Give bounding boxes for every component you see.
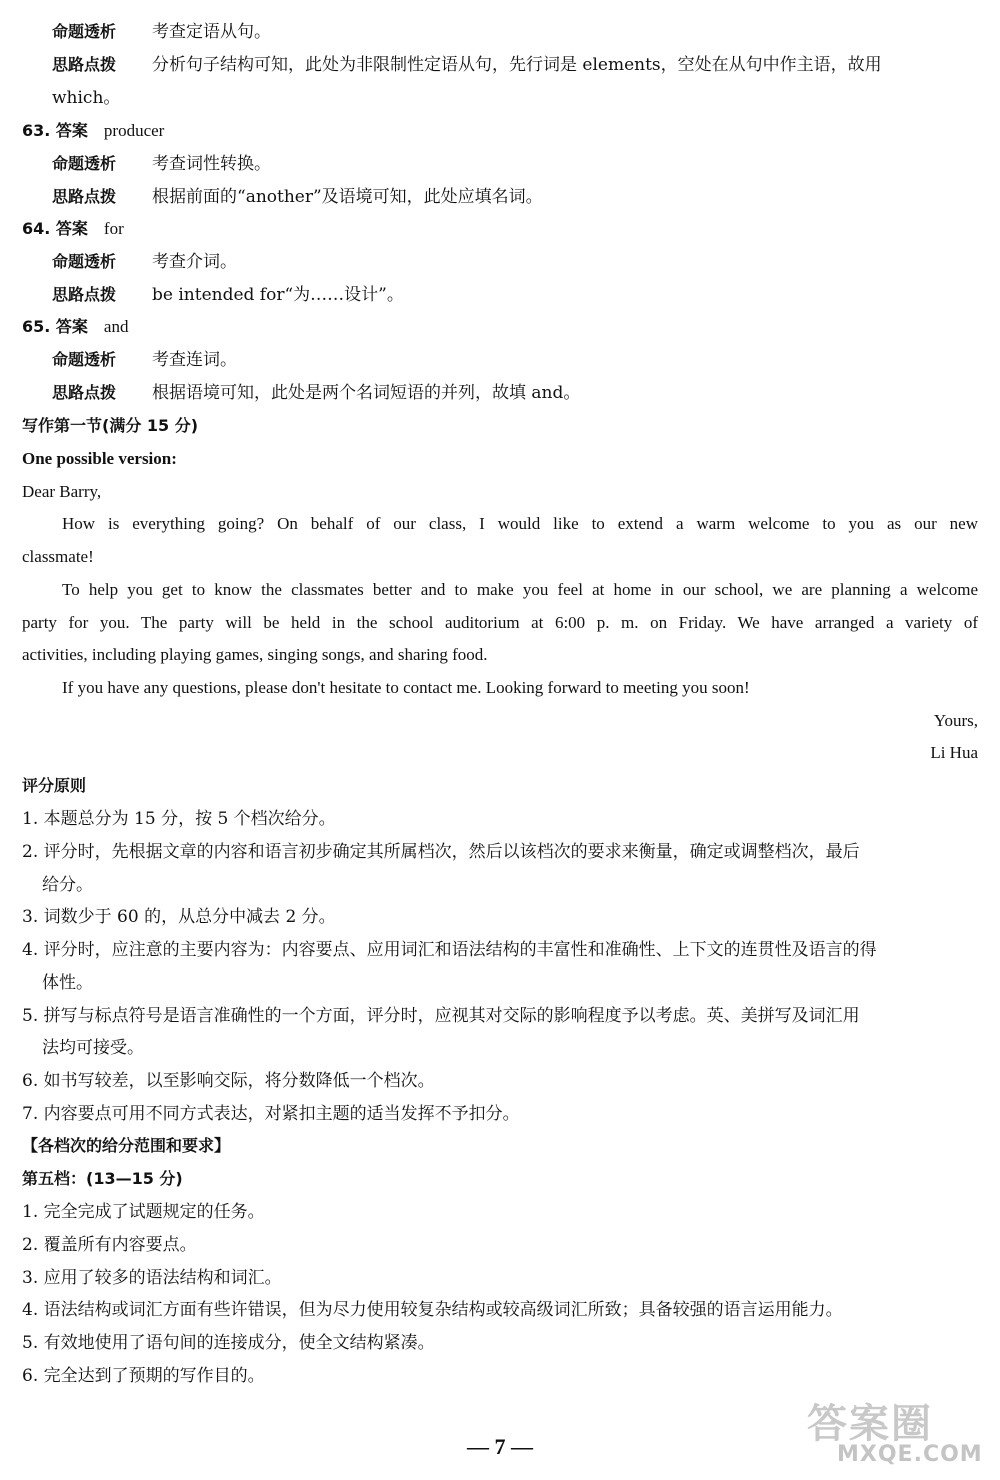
hint-text: 分析句子结构可知，此处为非限制性定语从句，先行词是 elements，空处在从句中作主语，故用 (152, 55, 882, 75)
grading-rule-6: 6. 如书写较差，以至影响交际，将分数降低一个档次。 (22, 1071, 435, 1091)
analysis-text: 考查介词。 (152, 252, 237, 272)
analysis-text: 考查定语从句。 (152, 22, 271, 42)
letter-p1-line2: classmate! (22, 547, 94, 566)
letter-p2-line3: activities, including playing games, singing songs, and sharing food. (22, 645, 488, 664)
hint-label: 思路点拨 (52, 55, 117, 74)
analysis-label: 命题透析 (52, 22, 117, 41)
answer-text: for (103, 219, 124, 238)
grading-rule-3: 3. 词数少于 60 的，从总分中减去 2 分。 (22, 907, 336, 927)
writing-section-title: 写作第一节(满分 15 分) (22, 416, 199, 435)
watermark-logo (801, 1392, 986, 1474)
item65-analysis (52, 348, 237, 372)
level5-title: 第五档：(13—15 分) (22, 1169, 183, 1188)
analysis-label: 命题透析 (52, 350, 117, 369)
item63-analysis (52, 152, 271, 176)
grading-rule-4: 4. 评分时，应注意的主要内容为：内容要点、应用词汇和语法结构的丰富性和准确性、上下文的连贯性及语言的得 (22, 940, 877, 960)
letter-signature: Li Hua (930, 743, 978, 762)
item63-hint (52, 185, 543, 209)
letter-closing: Yours, (933, 711, 978, 730)
hint-text: 根据语境可知，此处是两个名词短语的并列，故填 and。 (152, 383, 581, 403)
grading-rule-4-cont: 体性。 (42, 973, 93, 993)
level5-item-6: 6. 完全达到了预期的写作目的。 (22, 1366, 265, 1386)
item-number: 64. 答案 (22, 219, 88, 238)
item64-hint (52, 283, 404, 307)
grading-rule-2-cont: 给分。 (42, 875, 93, 895)
watermark-text-bottom: MXQE.COM (837, 1442, 983, 1467)
level5-item-4: 4. 语法结构或词汇方面有些许错误，但为尽力使用较复杂结构或较高级词汇所致；具备较强的语言运用能力。 (22, 1300, 843, 1320)
letter-p3-line1: If you have any questions, please don't hesitate to contact me. Looking forward to meeting you soon! (62, 678, 750, 697)
hint-label: 思路点拨 (52, 187, 117, 206)
watermark-text-top: 答案圈 (807, 1401, 933, 1447)
levels-title: 【各档次的给分范围和要求】 (22, 1136, 231, 1155)
grading-rule-1: 1. 本题总分为 15 分，按 5 个档次给分。 (22, 809, 336, 829)
grading-rule-5: 5. 拼写与标点符号是语言准确性的一个方面，评分时，应视其对交际的影响程度予以考虑。英、美拼写及词汇用 (22, 1006, 860, 1026)
answer-text: producer (103, 121, 165, 140)
hint-label: 思路点拨 (52, 285, 117, 304)
item62-hint-cont: which。 (52, 88, 121, 108)
item64-analysis (52, 250, 237, 274)
page-number: — 7 — (467, 1434, 533, 1459)
analysis-label: 命题透析 (52, 252, 117, 271)
letter-greeting: Dear Barry, (22, 482, 102, 501)
letter-p2-line1: To help you get to know the classmates better and to make you feel at home in our school, we are planning a welcome (62, 580, 978, 599)
analysis-label: 命题透析 (52, 154, 117, 173)
version-title: One possible version: (22, 449, 177, 468)
item62-analysis (52, 20, 271, 44)
item64-answer (22, 217, 124, 241)
item-number: 63. 答案 (22, 121, 88, 140)
item65-hint (52, 381, 580, 405)
item65-answer (22, 315, 128, 339)
level5-item-2: 2. 覆盖所有内容要点。 (22, 1235, 197, 1255)
item63-answer (22, 119, 164, 143)
grading-rule-2: 2. 评分时，先根据文章的内容和语言初步确定其所属档次，然后以该档次的要求来衡量，确定或调整档次，最后 (22, 842, 860, 862)
grading-title: 评分原则 (22, 776, 87, 795)
answer-text: and (103, 317, 129, 336)
analysis-text: 考查连词。 (152, 350, 237, 370)
item62-hint (52, 53, 882, 77)
grading-rule-5-cont: 法均可接受。 (42, 1038, 144, 1058)
level5-item-5: 5. 有效地使用了语句间的连接成分，使全文结构紧凑。 (22, 1333, 435, 1353)
letter-p1-line1: How is everything going? On behalf of our class, I would like to extend a warm welcome to you as our new (62, 514, 978, 533)
item-number: 65. 答案 (22, 317, 88, 336)
letter-p2-line2: party for you. The party will be held in the school auditorium at 6:00 p. m. on Friday. We have arranged a variety of (22, 613, 978, 632)
level5-item-1: 1. 完全完成了试题规定的任务。 (22, 1202, 265, 1222)
hint-text: 根据前面的“another”及语境可知，此处应填名词。 (152, 187, 543, 207)
hint-text: be intended for“为……设计”。 (152, 285, 404, 305)
hint-label: 思路点拨 (52, 383, 117, 402)
level5-item-3: 3. 应用了较多的语法结构和词汇。 (22, 1268, 282, 1288)
analysis-text: 考查词性转换。 (152, 154, 271, 174)
grading-rule-7: 7. 内容要点可用不同方式表达，对紧扣主题的适当发挥不予扣分。 (22, 1104, 520, 1124)
